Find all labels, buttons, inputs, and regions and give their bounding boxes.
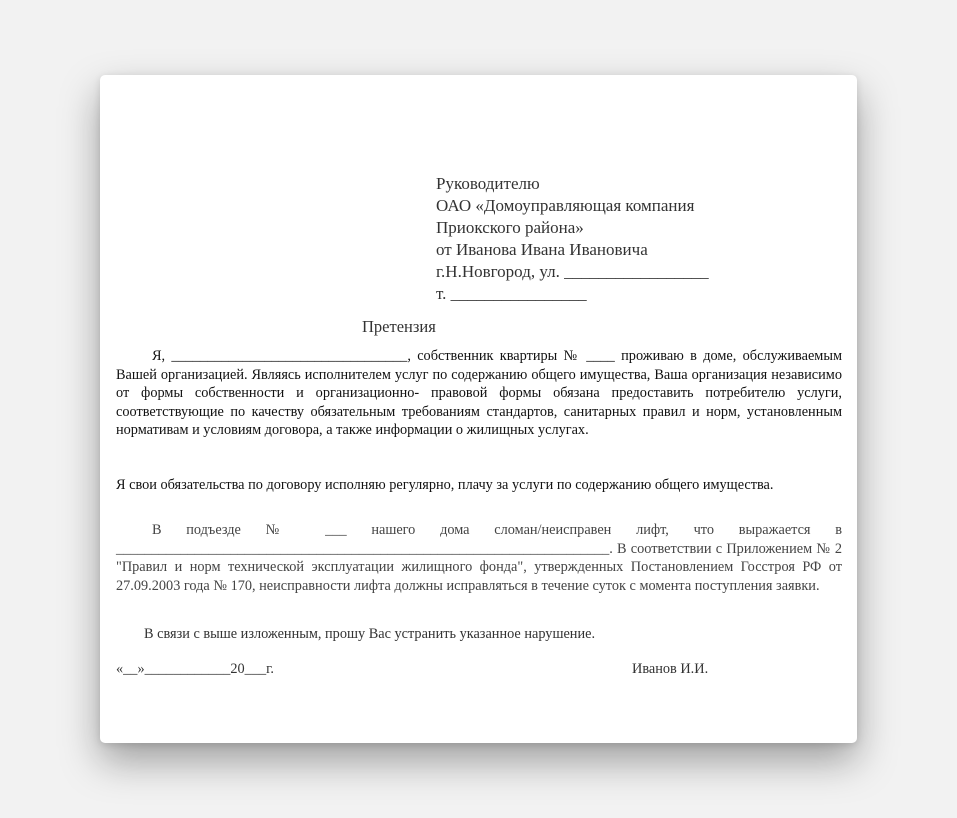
- paragraph-request: В связи с выше изложенным, прошу Вас устранить указанное нарушение.: [144, 626, 596, 642]
- signature-name: Иванов И.И.: [632, 661, 709, 677]
- document-title: Претензия: [362, 317, 436, 336]
- addressee-line: Руководителю: [436, 174, 540, 193]
- addressee-line: от Иванова Ивана Ивановича: [436, 240, 648, 259]
- paragraph-elevator: В подъезде № ___ нашего дома сломан/неисправен лифт, что выражается в _____________________________________________________________________. В соответствии с Приложением № 2 "Правил и норм технической эксплуатации жилищного фонда", утвержденных Постановлением Госстроя РФ от 27.09.2003 года № 170, неисправности лифта должны исправляться в течение суток с момента поступления заявки.: [116, 522, 842, 594]
- addressee-line: ОАО «Домоуправляющая компания: [436, 196, 695, 215]
- document-page: [100, 75, 857, 743]
- date-field: «__»____________20___г.: [116, 661, 274, 677]
- addressee-line: г.Н.Новгород, ул. _________________: [436, 262, 709, 281]
- paragraph-obligations: Я свои обязательства по договору исполняю регулярно, плачу за услуги по содержанию общего имущества.: [116, 477, 774, 493]
- addressee-block: [436, 173, 709, 305]
- paragraph-claim: Я, _________________________________, собственник квартиры № ____ проживаю в доме, обслуживаемым Вашей организацией. Являясь исполнителем услуг по содержанию общего имущества, Ваша организация независимо от формы собственности и организационно- правовой формы обязана предоставить потребителю услуги, соответствующие по качеству обязательным требованиям стандартов, санитарных правил и норм, установленным нормативам и условиям договора, а также информации о жилищных услугах.: [116, 348, 842, 438]
- addressee-line: т. ________________: [436, 284, 587, 303]
- addressee-line: Приокского района»: [436, 218, 584, 237]
